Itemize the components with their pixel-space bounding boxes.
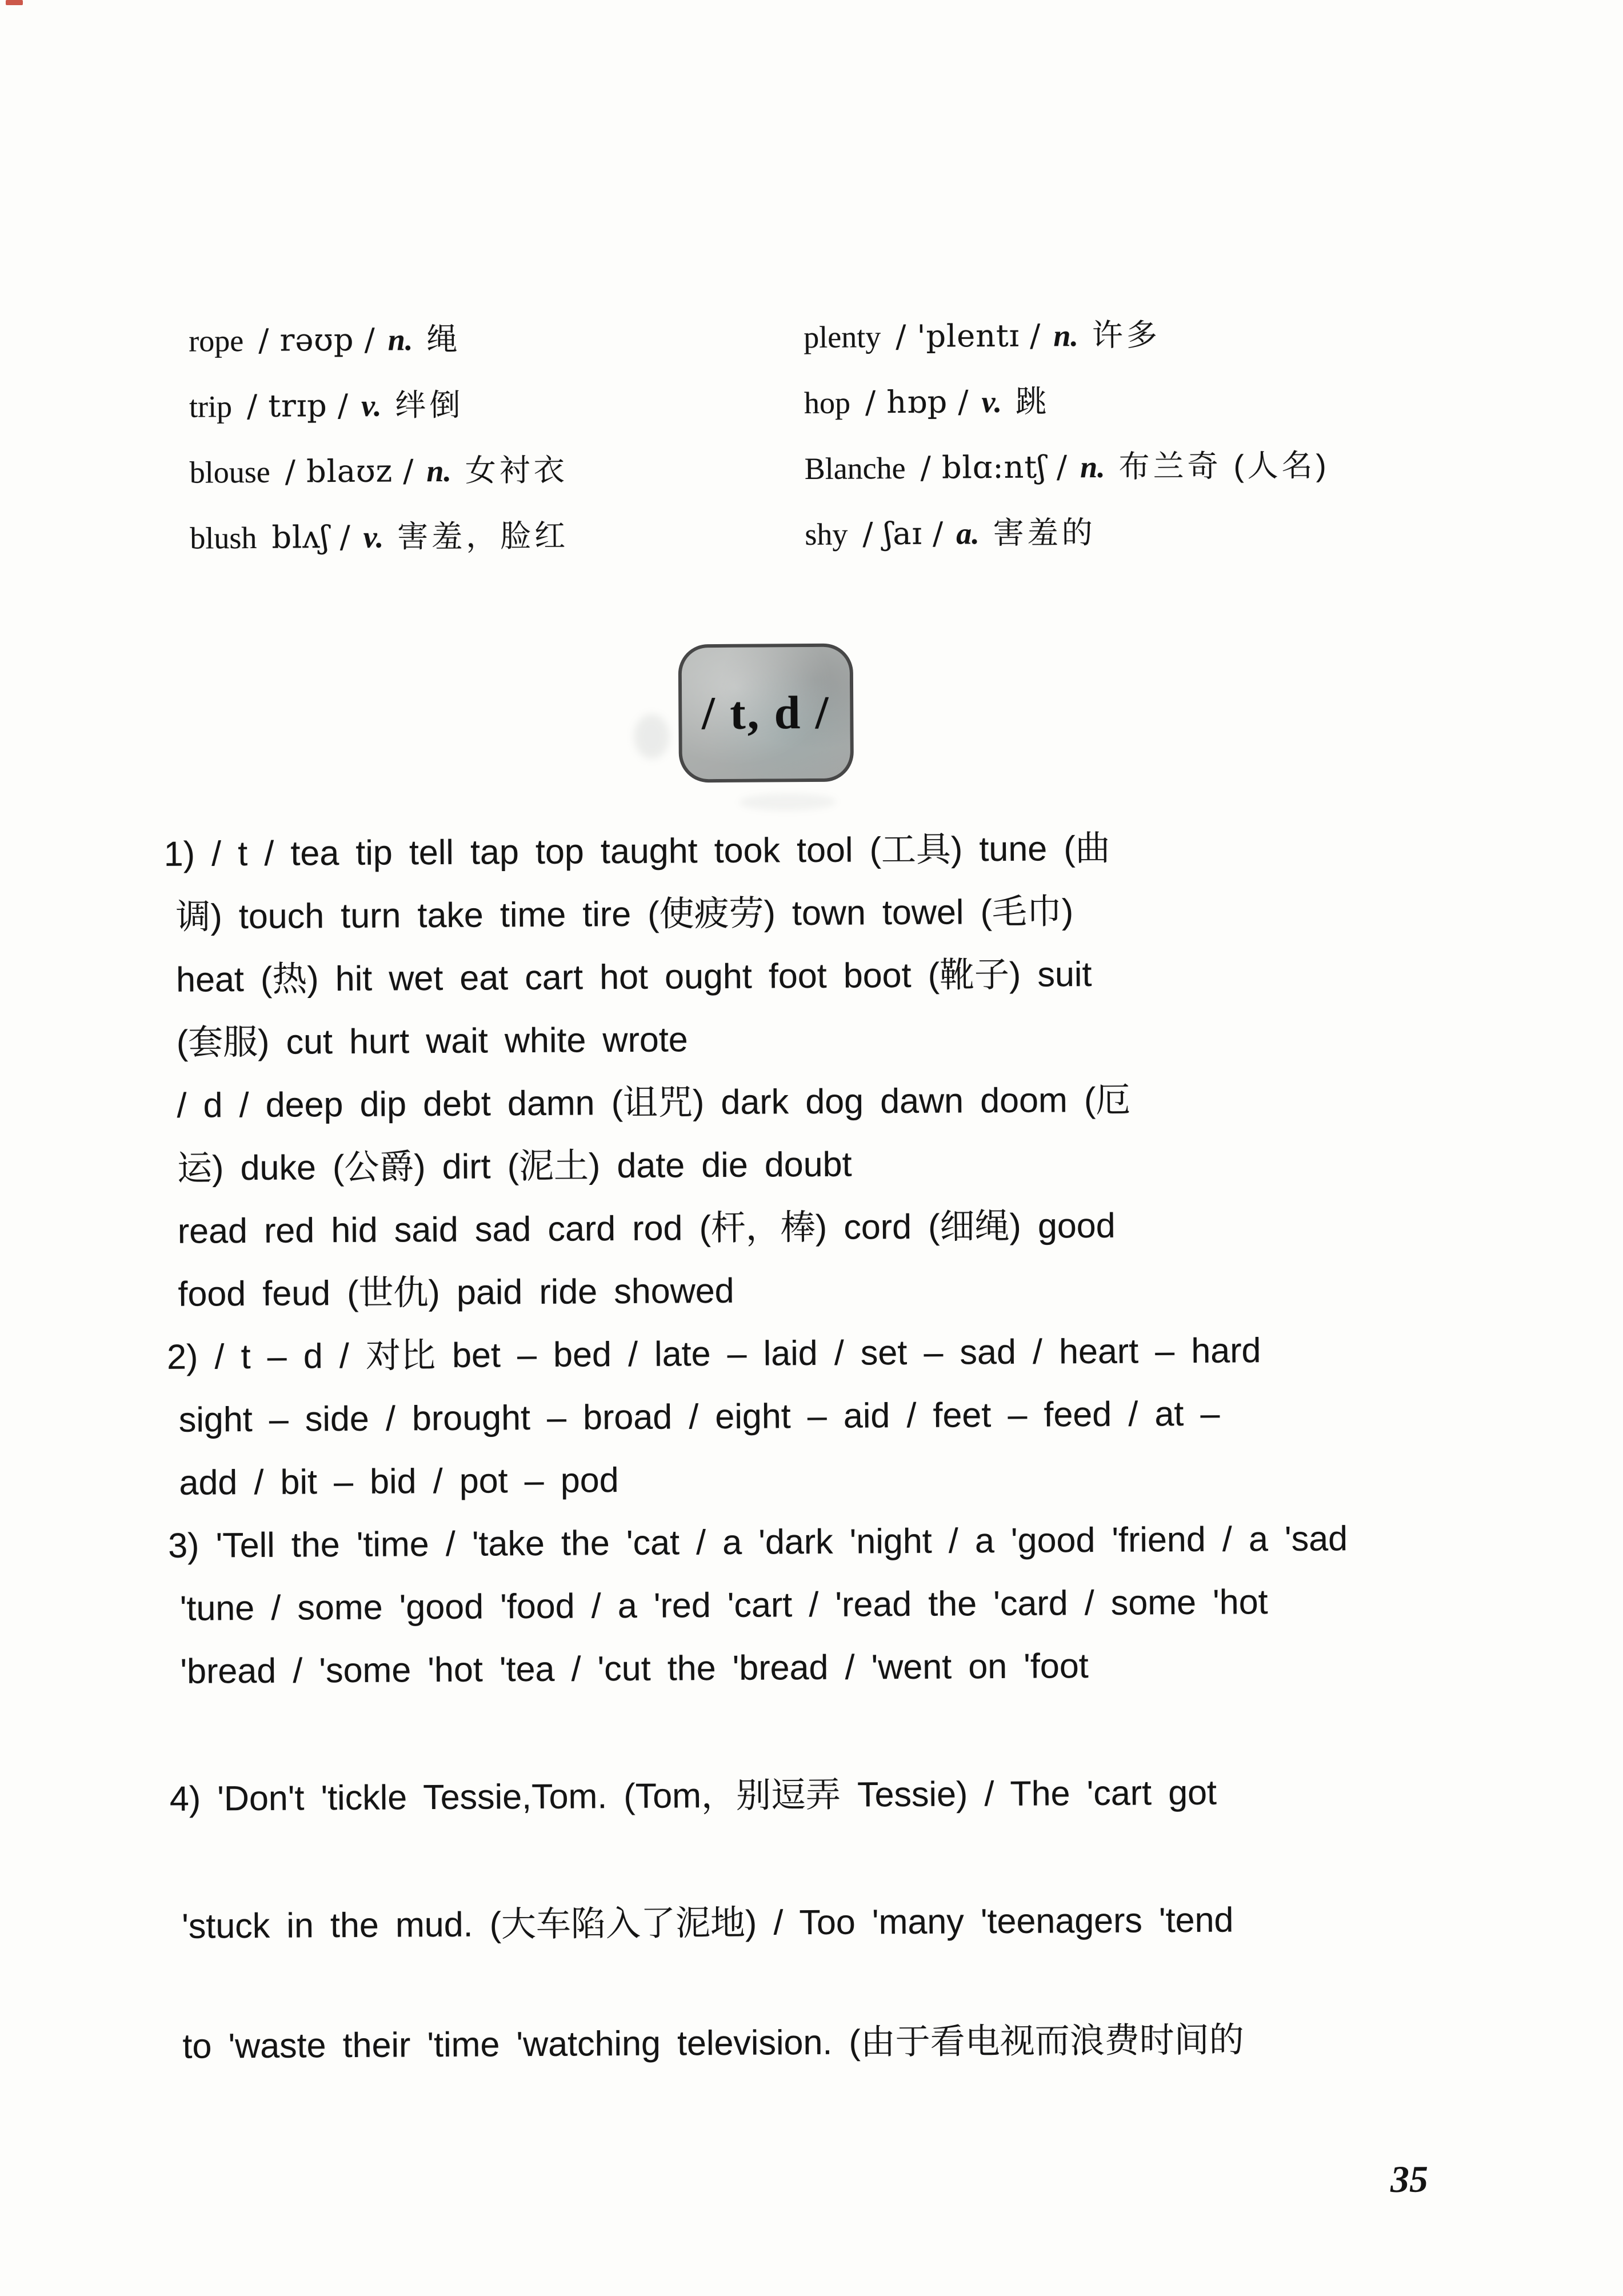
- vocab-word: Blanche: [804, 450, 906, 486]
- vocab-row: [190, 503, 569, 571]
- exercise-line: 1) / t / tea tip tell tap top taught took tool (工具) tune (曲: [163, 828, 1110, 873]
- vocab-ipa: / blɑ:ntʃ /: [920, 449, 1068, 486]
- exercise-line: sight – side / brought – broad / eight – aid / feet – feed / at –: [178, 1393, 1220, 1439]
- vocab-word: blush: [190, 520, 257, 556]
- vocab-list-left: [189, 306, 569, 571]
- vocab-word: rope: [189, 324, 244, 358]
- vocab-meaning: 害羞的: [993, 515, 1096, 551]
- exercise-line: heat (热) hit wet eat cart hot ought foot boot (靴子) suit: [175, 955, 1092, 999]
- vocab-row: [189, 437, 569, 505]
- vocab-ipa: / hɒp /: [865, 384, 969, 421]
- scan-smudge: [634, 714, 669, 759]
- exercise-line: / d / deep dip debt damn (诅咒) dark dog dawn doom (厄: [177, 1080, 1131, 1125]
- vocab-pos: n.: [1080, 449, 1105, 485]
- exercise-line: 'tune / some 'good 'food / a 'red 'cart / 'read the 'card / some 'hot: [179, 1582, 1268, 1628]
- vocab-row: [805, 498, 1330, 567]
- exercise-line: read red hid said sad card rod (杆，棒) cord (细绳) good: [177, 1205, 1116, 1251]
- vocab-word: blouse: [189, 454, 270, 490]
- vocab-ipa: / blaʊz /: [285, 453, 414, 490]
- phoneme-header-box: [678, 644, 854, 783]
- exercise-line: 3) 'Tell the 'time / 'take the 'cat / a 'dark 'night / a 'good 'friend / a 'sad: [167, 1519, 1348, 1565]
- vocab-ipa: / ʃaɪ /: [862, 515, 944, 552]
- exercise-line: 'bread / 'some 'hot 'tea / 'cut the 'bread / 'went on 'foot: [180, 1646, 1089, 1691]
- phoneme-label: / t, d /: [701, 686, 830, 740]
- exercise-line: 调) touch turn take time tire (使疲劳) town towel (毛巾): [175, 892, 1074, 936]
- vocab-meaning: 女衬衣: [465, 453, 569, 488]
- vocab-ipa: blʌʃ /: [271, 518, 351, 556]
- vocab-word: shy: [805, 517, 848, 552]
- vocab-meaning: 许多: [1092, 318, 1161, 353]
- vocab-row: [189, 372, 569, 440]
- vocab-meaning: 布兰奇 (人名): [1118, 448, 1330, 484]
- page-number: 35: [1390, 2158, 1429, 2201]
- exercise-line: 2) / t – d / 对比 bet – bed / late – laid / set – sad / heart – hard: [166, 1331, 1261, 1376]
- exercise-line: 4) 'Don't 'tickle Tessie,Tom. (Tom，别逗弄 Tessie) / The 'cart got: [169, 1772, 1217, 1818]
- vocab-row: [803, 301, 1329, 370]
- vocab-pos: v.: [361, 388, 382, 423]
- vocab-ipa: / 'plentɪ /: [896, 317, 1041, 355]
- vocab-row: [804, 432, 1330, 501]
- vocab-word: hop: [803, 385, 851, 421]
- exercise-line: 'stuck in the mud. (大车陷入了泥地) / Too 'many 'teenagers 'tend: [182, 1900, 1234, 1946]
- vocab-pos: n.: [426, 453, 452, 489]
- vocab-word: plenty: [803, 320, 881, 355]
- scan-smudge: [739, 793, 836, 811]
- vocab-meaning: 绳: [426, 322, 461, 357]
- exercise-list: [163, 814, 1520, 2078]
- vocab-meaning: 害羞，脸红: [397, 518, 569, 554]
- vocab-ipa: / trɪp /: [246, 387, 349, 425]
- exercise-line: food feud (世仇) paid ride showed: [178, 1271, 734, 1313]
- vocab-row: [804, 366, 1330, 436]
- exercise-line: (套服) cut hurt wait white wrote: [176, 1020, 688, 1062]
- vocab-list-right: [803, 301, 1330, 567]
- vocab-pos: n.: [387, 322, 413, 357]
- vocab-ipa: / rəʊp /: [258, 321, 376, 358]
- vocab-pos: v.: [363, 520, 384, 554]
- vocab-meaning: 跳: [1015, 384, 1050, 419]
- vocab-word: trip: [189, 389, 233, 424]
- vocab-pos: n.: [1053, 318, 1079, 353]
- exercise-line: to 'waste their 'time 'watching television. (由于看电视而浪费时间的: [182, 2020, 1244, 2066]
- vocab-meaning: 绊倒: [395, 388, 464, 423]
- vocab-pos: v.: [981, 384, 1002, 420]
- exercise-line: 运) duke (公爵) dirt (泥土) date die doubt: [177, 1144, 852, 1188]
- vocab-row: [189, 306, 568, 374]
- exercise-line: add / bit – bid / pot – pod: [179, 1460, 619, 1502]
- vocab-pos: a.: [956, 516, 980, 551]
